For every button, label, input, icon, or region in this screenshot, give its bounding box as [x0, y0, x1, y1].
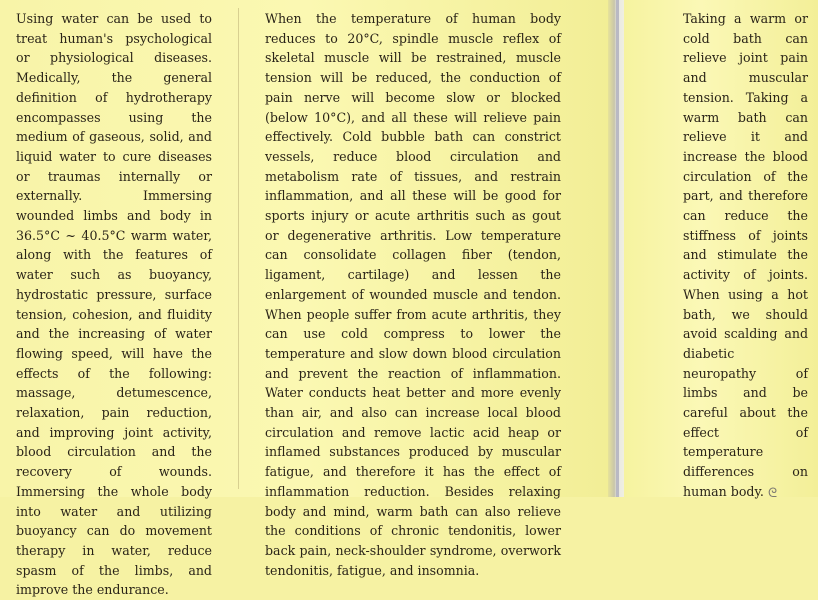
paragraph-temperature-effects: When the temperature of human body reduces to 20°C, spindle muscle reflex of skeletal muscle will be restrained, muscle tension will be reduced, the conduction of pain nerve will become slow or blocked (below 10°C), and all these will relieve pain effectively. Cold bubble bath can constrict vessels, reduce blood circulation and metabolism rate of tissues, and restrain inflammation, and all these will be good for sports injury or acute arthritis such as gout or degenerative arthritis. Low temperature can consolidate collagen fiber (tendon, ligament, cartilage) and lessen the enlargement of wounded muscle and tendon. When people suffer from acute arthritis, they can use cold compress to lower the temperature and slow down blood circulation and prevent the reaction of inflammation. Water conducts heat better and more evenly than air, and also can increase local blood circulation and remove lactic acid heap or inflamed substances produced by muscular fatigue, and therefore it has the effect of inflammation reduction. Besides relaxing body and mind, warm bath can also relieve the conditions of chronic tendonitis, lower back pain, neck-shoulder syndrome, overwork tendonitis, fatigue, and insomnia.: [265, 11, 561, 578]
text-column-middle: [265, 9, 561, 580]
text-column-right: [683, 9, 808, 504]
column-divider: [238, 8, 239, 489]
paragraph-hydrotherapy-definition: Using water can be used to treat human's psychological or physiological diseases. Medically, the general definition of hydrotherapy encompasses using the medium of gaseous, solid, and liquid water to cure diseases or traumas internally or externally. Immersing wounded limbs and body in 36.5°C ~ 40.5°C warm water, along with the features of water such as buoyancy, hydrostatic pressure, surface tension, cohesion, and fluidity and the increasing of water flowing speed, will have the effects of the following: massage, detumescence, relaxation, pain reduction, and improving joint activity, blood circulation and the recovery of wounds. Immersing the whole body into water and utilizing buoyancy can do movement therapy in water, reduce spasm of the limbs, and improve the endurance.: [16, 11, 212, 598]
text-column-left: [16, 9, 212, 600]
gutter-shadow: [616, 0, 619, 497]
swirl-end-mark-icon: ᘓ: [767, 485, 778, 501]
paragraph-warm-cold-bath: Taking a warm or cold bath can relieve joint pain and muscular tension. Taking a warm bath can relieve it and increase the blood circulation of the part, and therefore can reduce the stiffness of joints and stimulate the activity of joints. When using a hot bath, we should avoid scalding and diabetic neuropathy of limbs and be careful about the effect of temperature differences on human body.: [683, 11, 808, 499]
